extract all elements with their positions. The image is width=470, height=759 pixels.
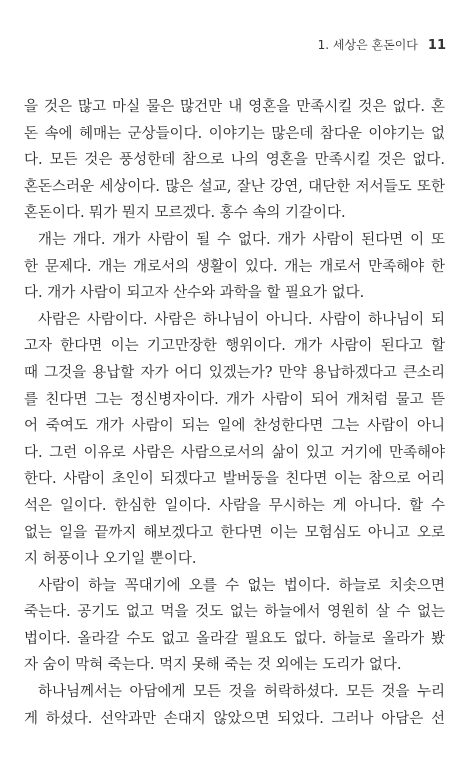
text-line: 개는 개다. 개가 사람이 될 수 없다. 개가 사람이 된다면 이 또	[38, 231, 445, 248]
text-line: 법이다. 올라갈 수도 없고 올라갈 필요도 없다. 하늘로 올라가 봤	[24, 630, 445, 647]
text-line: 죽는다. 공기도 없고 먹을 것도 없는 하늘에서 영원히 살 수 없는	[24, 604, 445, 621]
body-text	[24, 94, 445, 732]
text-line: 게 하셨다. 선악과만 손대지 않았으면 되었다. 그러나 아담은 선	[24, 710, 445, 727]
text-line: 혼돈이다. 뭐가 뭔지 모르겠다. 홍수 속의 기갈이다.	[24, 205, 346, 222]
text-line: 사람이 하늘 꼭대기에 오를 수 없는 법이다. 하늘로 치솟으면	[38, 577, 445, 594]
text-line: 고자 한다면 이는 기고만장한 행위이다. 개가 사람이 된다고 할	[24, 338, 445, 355]
text-line: 돈 속에 헤매는 군상들이다. 이야기는 많은데 참다운 이야기는 없	[24, 125, 445, 142]
text-line: 를 친다면 그는 정신병자이다. 개가 사람이 되어 개처럼 물고 뜯	[24, 391, 445, 408]
text-line: 사람은 사람이다. 사람은 하나님이 아니다. 사람이 하나님이 되	[38, 311, 445, 328]
text-line: 자 숨이 막혀 죽는다. 먹지 못해 죽는 것 외에는 도리가 없다.	[24, 657, 402, 674]
text-line: 혼돈스러운 세상이다. 많은 설교, 잘난 강연, 대단한 저서들도 또한	[24, 178, 445, 195]
text-line: 석은 일이다. 한심한 일이다. 사람을 무시하는 게 아니다. 할 수	[24, 497, 445, 514]
text-line: 을 것은 많고 마실 물은 많건만 내 영혼을 만족시킬 것은 없다. 혼	[24, 99, 445, 115]
text-line: 지 허풍이나 오기일 뿐이다.	[24, 551, 197, 568]
text-line: 때 그것을 용납할 자가 어디 있겠는가? 만약 용납하겠다고 큰소리	[24, 364, 445, 381]
running-header	[318, 36, 446, 53]
text-line: 없는 일을 끝까지 해보겠다고 한다면 이는 모험심도 아니고 오로	[24, 524, 445, 541]
text-line: 다. 그런 이유로 사람은 사람으로서의 삶이 있고 거기에 만족해야	[24, 444, 445, 461]
text-line: 하나님께서는 아담에게 모든 것을 허락하셨다. 모든 것을 누리	[38, 684, 445, 701]
page-number: 11	[427, 38, 446, 53]
text-line: 한다. 사람이 초인이 되겠다고 발버둥을 친다면 이는 참으로 어리	[24, 471, 445, 488]
text-line: 다. 개가 사람이 되고자 산수와 과학을 할 필요가 없다.	[24, 285, 365, 302]
text-line: 어 죽여도 개가 사람이 되는 일에 찬성한다면 그는 사람이 아니	[24, 418, 445, 435]
text-line: 한 문제다. 개는 개로서의 생활이 있다. 개는 개로서 만족해야 한	[24, 258, 445, 275]
chapter-title: 1. 세상은 혼돈이다	[317, 38, 418, 52]
text-line: 다. 모든 것은 풍성한데 참으로 나의 영혼을 만족시킬 것은 없다.	[24, 152, 445, 169]
